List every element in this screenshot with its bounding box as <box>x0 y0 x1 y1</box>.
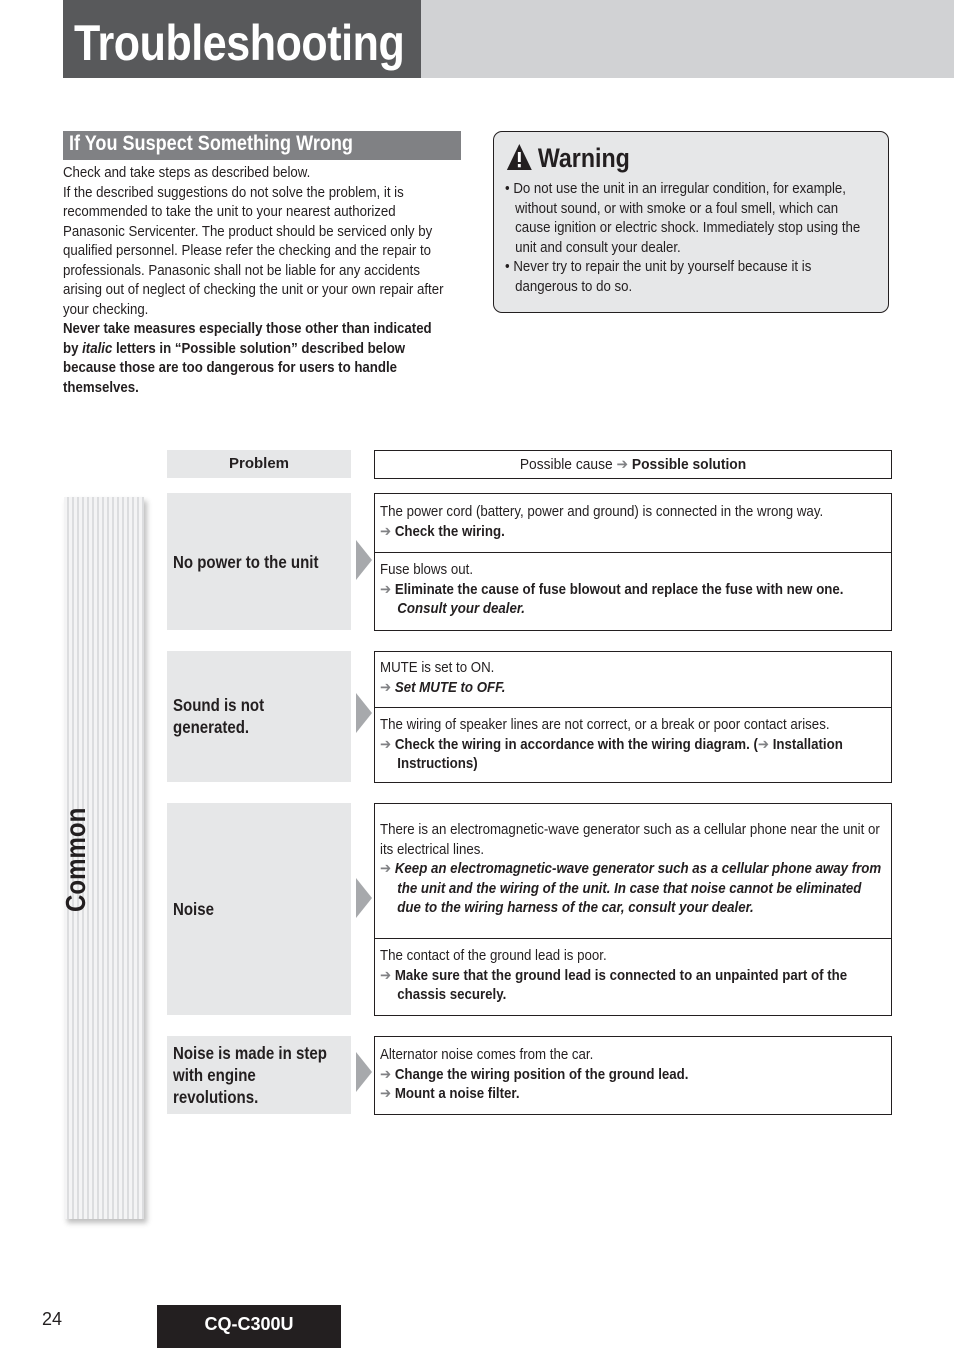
cause-item: Fuse blows out. ➔ Eliminate the cause of fuse blowout and replace the fuse with new one. Consult your dealer. <box>375 552 891 630</box>
cause-item: The wiring of speaker lines are not correct, or a break or poor contact arises. ➔ Check the wiring in accordance with the wiring diagram. (➔ Installation Instructions) <box>375 707 891 782</box>
problem-cell: No power to the unit <box>167 493 351 630</box>
cause-item: The power cord (battery, power and ground) is connected in the wrong way. ➔ Check the wiring. <box>380 504 824 540</box>
problem-cell: Noise <box>167 803 351 1015</box>
model-badge: CQ-C300U <box>157 1305 341 1348</box>
arrow-right-icon <box>356 540 372 580</box>
problem-cell: Noise is made in step with engine revolutions. <box>167 1036 351 1114</box>
page-title: Troubleshooting <box>74 15 405 71</box>
page-number: 24 <box>42 1309 63 1329</box>
column-header-cause-solution: Possible cause ➔ Possible solution <box>374 450 892 479</box>
arrow-right-icon <box>356 693 372 733</box>
cause-item: The contact of the ground lead is poor. ➔ Make sure that the ground lead is connected to an unpainted part of the chassis securely. <box>375 938 891 1015</box>
cause-cell <box>374 493 892 631</box>
problem-cell: Sound is not generated. <box>167 651 351 782</box>
cause-item: Alternator noise comes from the car. ➔ Change the wiring position of the ground lead. ➔ Mount a noise filter. <box>380 1047 689 1102</box>
warning-heading: Warning <box>506 143 630 174</box>
cause-cell <box>374 1036 892 1115</box>
cause-cell <box>374 803 892 1016</box>
title-band-extension <box>421 0 954 78</box>
cause-item: There is an electromagnetic-wave generator such as a cellular phone near the unit or its electrical lines. ➔ Keep an electromagnetic-wave generator such as a cellular phone away from the unit and the wiring of the unit. In case that noise cannot be eliminated due to the wiring harness of the car, consult your dealer. <box>380 822 882 916</box>
intro-line-1: Check and take steps as described below. <box>63 165 311 181</box>
warning-triangle-icon <box>506 143 533 171</box>
arrow-right-icon <box>356 1052 372 1092</box>
arrow-right-icon <box>356 878 372 918</box>
section-heading: If You Suspect Something Wrong <box>63 131 461 160</box>
warning-item: • Never try to repair the unit by yourself because it is dangerous to do so. <box>505 259 812 295</box>
category-label: Common <box>60 807 91 912</box>
warning-list <box>505 180 873 297</box>
column-header-problem: Problem <box>167 450 351 478</box>
intro-text <box>63 164 449 398</box>
intro-paragraph: If the described suggestions do not solve the problem, it is recommended to take the unit to your nearest authorized Panasonic Servicenter. The product should be serviced only by qualified personnel. Please refer the checking and the repair to professionals. Panasonic shall not be liable for any accidents arising out of neglect of checking the unit or your own repair after your checking. <box>63 184 444 318</box>
warning-item: • Do not use the unit in an irregular condition, for example, without sound, or with smoke or a foul smell, which can cause ignition or electric shock. Immediately stop using the unit and consult your dealer. <box>505 181 861 256</box>
cause-item: MUTE is set to ON. ➔ Set MUTE to OFF. <box>380 660 506 696</box>
cause-cell <box>374 651 892 783</box>
intro-caution: Never take measures especially those other than indicated by italic letters in “Possible solution” described below because those are too dangerous for users to handle themselves. <box>63 321 432 396</box>
